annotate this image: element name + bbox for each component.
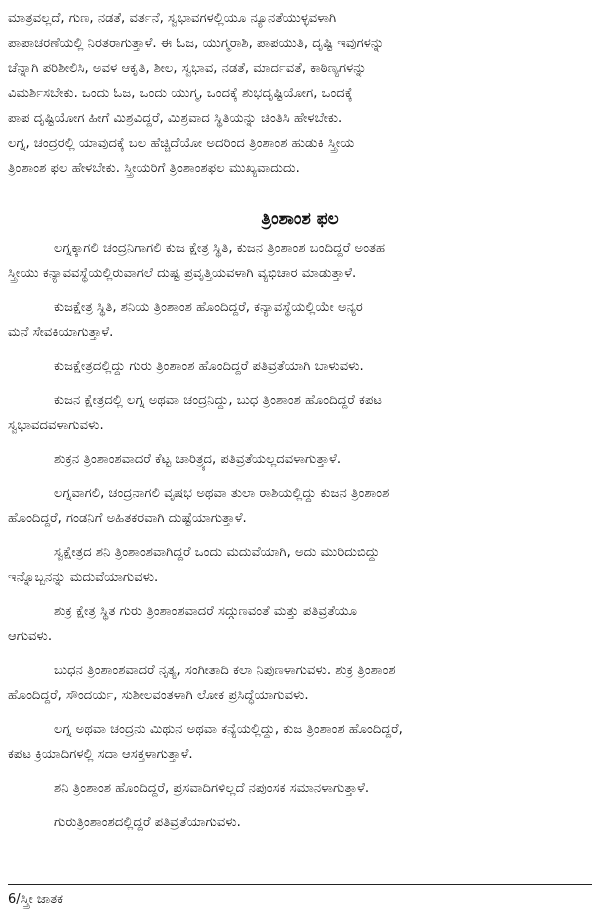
paragraph (8, 658, 594, 708)
text-line: ವಿಮರ್ಶಿಸಬೇಕು. ಒಂದು ಓಜ, ಒಂದು ಯುಗ್ಮ, ಒಂದಕ್ಕೆ ಶುಭದೃಷ್ಟಿಯೋಗ, ಒಂದಕ್ಕೆ (8, 86, 353, 101)
text-line: ಶುಕ್ರ ಕ್ಷೇತ್ರ ಸ್ಥಿತ ಗುರು ತ್ರಿಂಶಾಂಶವಾದರೆ ಸದ್ಗುಣವಂತೆ ಮತ್ತು ಪತಿವ್ರತೆಯೂ (54, 604, 358, 619)
paragraph (8, 388, 594, 438)
paragraph-list (8, 236, 594, 844)
paragraph (8, 354, 594, 379)
text-line: ಮಾತ್ರವಲ್ಲದೆ, ಗುಣ, ನಡತೆ, ವರ್ತನೆ, ಸ್ವಭಾವಗಳಲ್ಲಿಯೂ ನ್ಯೂನತೆಯುಳ್ಳವಳಾಗಿ (8, 11, 337, 26)
paragraph (8, 810, 594, 835)
text-line: ಕುಜಕ್ಷೇತ್ರ ಸ್ಥಿತಿ, ಶನಿಯ ತ್ರಿಂಶಾಂಶ ಹೊಂದಿದ್ದರೆ, ಕನ್ಯಾವಸ್ಥೆಯಲ್ಲಿಯೇ ಅನ್ಯರ (54, 300, 363, 315)
paragraph (8, 236, 594, 286)
paragraph (8, 295, 594, 345)
paragraph (8, 776, 594, 801)
text-line: ಶನಿ ತ್ರಿಂಶಾಂಶ ಹೊಂದಿದ್ದರೆ, ಪ್ರಸವಾದಿಗಳಿಲ್ಲದೆ ನಪುಂಸಕ ಸಮಾನಳಾಗುತ್ತಾಳೆ. (54, 781, 370, 796)
section-heading: ತ್ರಿಂಶಾಂಶ ಫಲ (261, 209, 339, 229)
text-line: ಪಾಪಾಚರಣೆಯಲ್ಲಿ ನಿರತರಾಗುತ್ತಾಳೆ. ಈ ಓಜ, ಯುಗ್ಮರಾಶಿ, ಪಾಪಯುತಿ, ದೃಷ್ಟಿ ಇವುಗಳನ್ನು (8, 36, 385, 51)
intro-paragraph (8, 6, 594, 181)
text-line: ಆಗುವಳು. (8, 629, 53, 644)
paragraph (8, 447, 594, 472)
text-line: ಚೆನ್ನಾಗಿ ಪರಿಶೀಲಿಸಿ, ಅವಳ ಆಕೃತಿ, ಶೀಲ, ಸ್ವಭಾವ, ನಡತೆ, ಮಾರ್ದವತೆ, ಕಾಠಿಣ್ಯಗಳನ್ನು (8, 61, 367, 76)
paragraph (8, 599, 594, 649)
text-line: ಇನ್ನೊಬ್ಬನನ್ನು ಮದುವೆಯಾಗುವಳು. (8, 570, 159, 585)
text-line: ಮನೆ ಸೇವಕಿಯಾಗುತ್ತಾಳೆ. (8, 325, 114, 340)
text-line: ಸ್ವಭಾವದವಳಾಗುವಳು. (8, 418, 104, 433)
text-line: ಕಪಟ ಕ್ರಿಯಾದಿಗಳಲ್ಲಿ ಸದಾ ಆಸಕ್ತಳಾಗುತ್ತಾಳೆ. (8, 747, 193, 762)
text-line: ಕುಜನ ಕ್ಷೇತ್ರದಲ್ಲಿ ಲಗ್ನ ಅಥವಾ ಚಂದ್ರನಿದ್ದು, ಬುಧ ತ್ರಿಂಶಾಂಶ ಹೊಂದಿದ್ದರೆ ಕಪಟ (54, 393, 383, 408)
text-line: ಪಾಪ ದೃಷ್ಟಿಯೋಗ ಹೀಗೆ ಮಿಶ್ರವಿದ್ದರೆ, ಮಿಶ್ರವಾದ ಸ್ಥಿತಿಯನ್ನು ಚಿಂತಿಸಿ ಹೇಳಬೇಕು. (8, 111, 343, 126)
text-line: ಕುಜಕ್ಷೇತ್ರದಲ್ಲಿದ್ದು ಗುರು ತ್ರಿಂಶಾಂಶ ಹೊಂದಿದ್ದರೆ ಪತಿವ್ರತೆಯಾಗಿ ಬಾಳುವಳು. (54, 359, 364, 374)
paragraph (8, 540, 594, 590)
text-line: ತ್ರಿಂಶಾಂಶ ಫಲ ಹೇಳಬೇಕು. ಸ್ತ್ರೀಯರಿಗೆ ತ್ರಿಂಶಾಂಶಫಲ ಮುಖ್ಯವಾದುದು. (8, 161, 300, 176)
text-line: ಸ್ತ್ರೀಯು ಕನ್ಯಾವವಸ್ಥೆಯಲ್ಲಿರುವಾಗಲೆ ದುಷ್ಟ ಪ್ರವೃತ್ತಿಯವಳಾಗಿ ವ್ಯಭಿಚಾರ ಮಾಡುತ್ತಾಳೆ. (8, 266, 357, 281)
page-footer: 6/ಸ್ತ್ರೀ ಜಾತಕ (8, 892, 63, 907)
text-line: ಬುಧನ ತ್ರಿಂಶಾಂಶವಾದರೆ ನೃತ್ಯ, ಸಂಗೀತಾದಿ ಕಲಾ ನಿಪುಣಳಾಗುವಳು. ಶುಕ್ರ ತ್ರಿಂಶಾಂಶ (54, 663, 396, 678)
footer-divider (8, 884, 592, 885)
text-line: ಲಗ್ನವಾಗಲಿ, ಚಂದ್ರನಾಗಲಿ ವೃಷಭ ಅಥವಾ ತುಲಾ ರಾಶಿಯಲ್ಲಿದ್ದು ಕುಜನ ತ್ರಿಂಶಾಂಶ (54, 486, 390, 501)
text-line: ಲಗ್ನ ಅಥವಾ ಚಂದ್ರನು ಮಿಥುನ ಅಥವಾ ಕನ್ಯೆಯಲ್ಲಿದ್ದು, ಕುಜ ತ್ರಿಂಶಾಂಶ ಹೊಂದಿದ್ದರೆ, (54, 722, 403, 737)
text-line: ಸ್ವಕ್ಷೇತ್ರದ ಶನಿ ತ್ರಿಂಶಾಂಶವಾಗಿದ್ದರೆ ಒಂದು ಮದುವೆಯಾಗಿ, ಅದು ಮುರಿದುಬಿದ್ದು (54, 545, 380, 560)
paragraph (8, 481, 594, 531)
text-line: ಲಗ್ನಕ್ಕಾಗಲಿ ಚಂದ್ರನಿಗಾಗಲಿ ಕುಜ ಕ್ಷೇತ್ರ ಸ್ಥಿತಿ, ಕುಜನ ತ್ರಿಂಶಾಂಶ ಬಂದಿದ್ದರೆ ಅಂತಹ (54, 241, 386, 256)
text-line: ಶುಕ್ರನ ತ್ರಿಂಶಾಂಶವಾದರೆ ಕೆಟ್ಟ ಚಾರಿತ್ರ್ಯದ, ಪತಿವ್ರತೆಯಲ್ಲದವಳಾಗುತ್ತಾಳೆ. (54, 452, 342, 467)
text-line: ಹೊಂದಿದ್ದರೆ, ಸೌಂದರ್ಯ, ಸುಶೀಲವಂತಳಾಗಿ ಲೋಕ ಪ್ರಸಿದ್ಧೆಯಾಗುವಳು. (8, 688, 309, 703)
paragraph (8, 717, 594, 767)
text-line: ಲಗ್ನ, ಚಂದ್ರರಲ್ಲಿ ಯಾವುದಕ್ಕೆ ಬಲ ಹೆಚ್ಚಿದೆಯೋ ಅದರಿಂದ ತ್ರಿಂಶಾಂಶ ಹುಡುಕಿ ಸ್ತ್ರೀಯ (8, 136, 355, 151)
text-line: ಹೊಂದಿದ್ದರೆ, ಗಂಡನಿಗೆ ಅಹಿತಕರವಾಗಿ ದುಷ್ಟೆಯಾಗುತ್ತಾಳೆ. (8, 511, 247, 526)
text-line: ಗುರುತ್ರಿಂಶಾಂಶದಲ್ಲಿದ್ದರೆ ಪತಿವ್ರತೆಯಾಗುವಳು. (54, 815, 241, 830)
